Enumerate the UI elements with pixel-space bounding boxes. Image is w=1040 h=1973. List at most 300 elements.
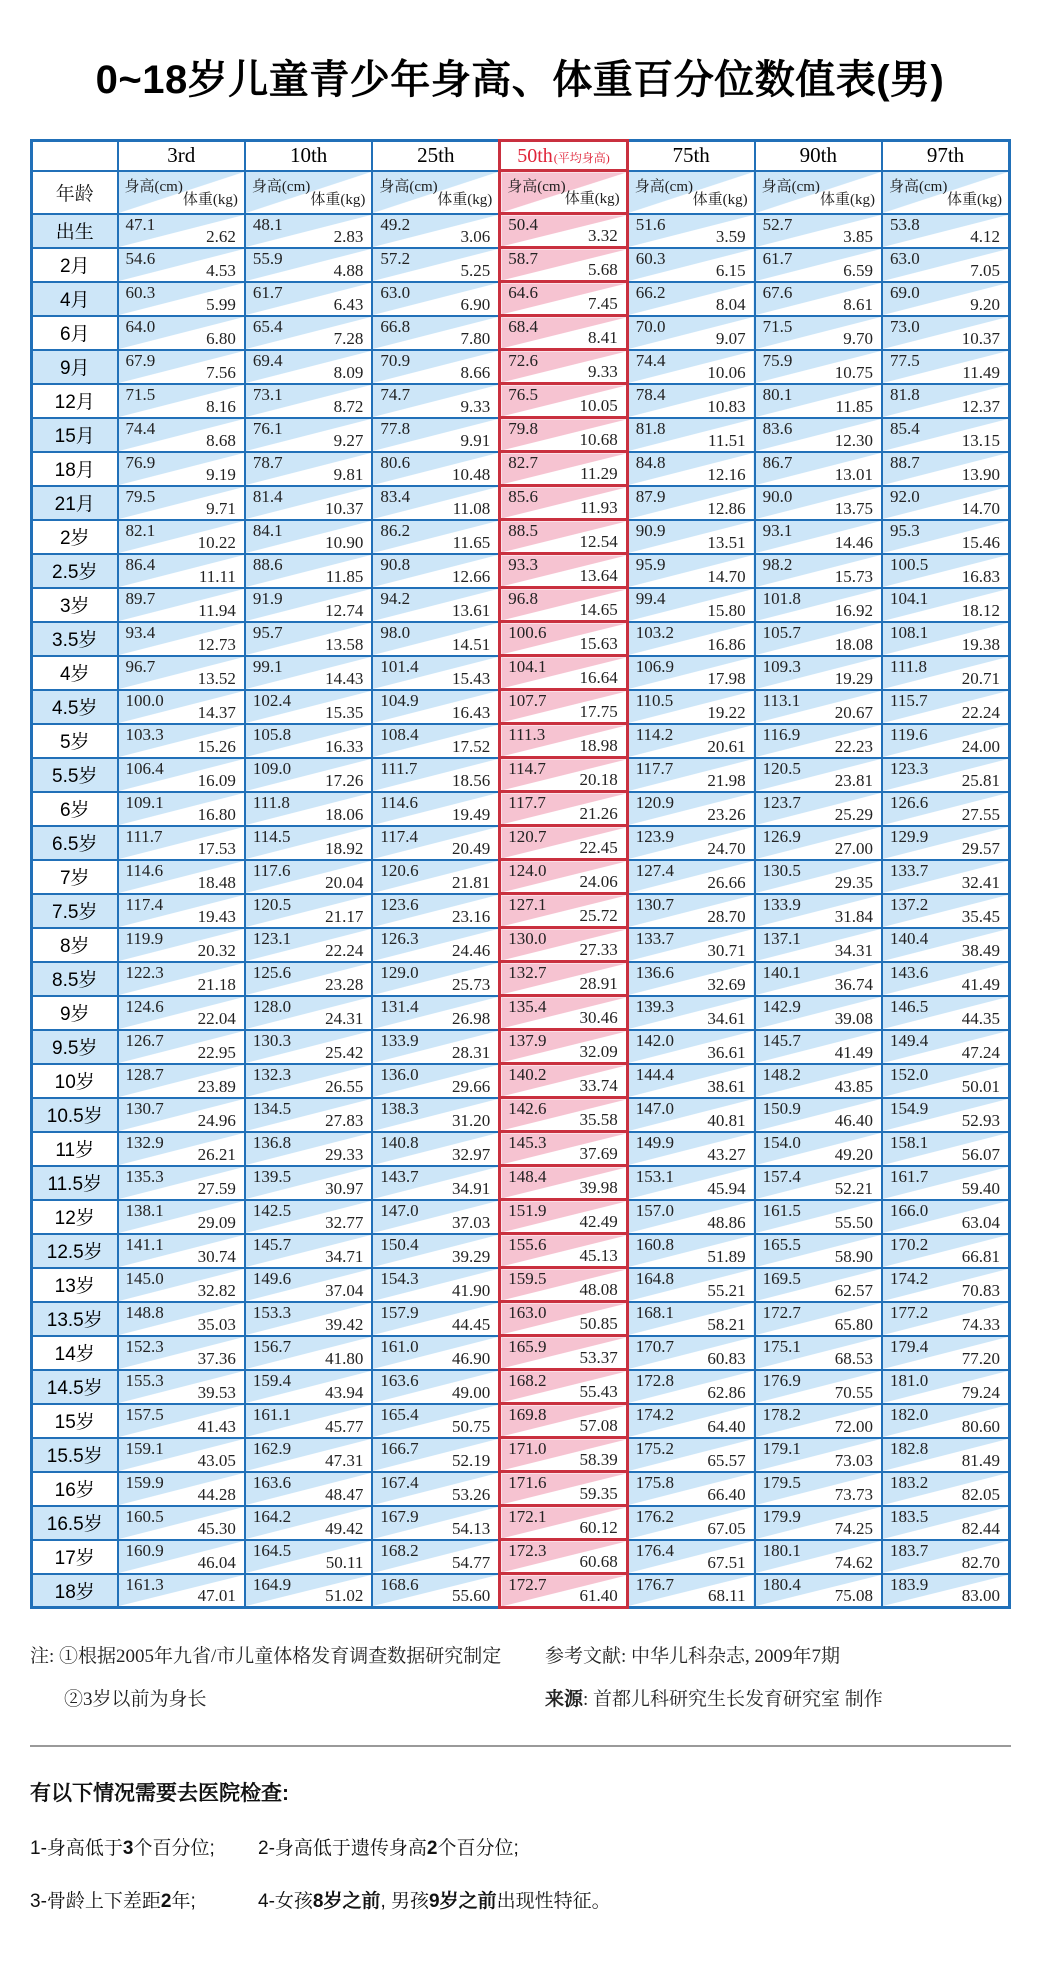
table-row xyxy=(32,1336,1010,1370)
data-cell xyxy=(245,962,372,996)
height-value: 171.0 xyxy=(508,1439,547,1458)
data-cell-50th xyxy=(500,418,627,452)
weight-value: 9.27 xyxy=(333,430,364,450)
weight-value: 12.73 xyxy=(197,634,236,654)
data-cell xyxy=(755,1132,882,1166)
height-value: 128.0 xyxy=(252,996,292,1016)
data-cell xyxy=(118,996,245,1030)
height-value: 163.6 xyxy=(380,1370,419,1390)
data-cell xyxy=(755,792,882,826)
data-cell xyxy=(882,1064,1009,1098)
weight-value: 43.27 xyxy=(707,1144,746,1164)
data-cell-50th xyxy=(500,248,627,282)
height-value: 119.9 xyxy=(125,928,164,948)
weight-value: 73.73 xyxy=(834,1484,874,1504)
warning-item xyxy=(30,1886,230,1913)
weight-value: 24.96 xyxy=(197,1110,236,1130)
weight-value: 8.66 xyxy=(460,362,491,382)
height-value: 77.8 xyxy=(380,418,411,438)
data-cell-50th xyxy=(500,1540,627,1574)
data-cell xyxy=(755,1336,882,1370)
data-cell xyxy=(118,214,245,248)
weight-value: 72.00 xyxy=(834,1416,874,1436)
height-value: 78.7 xyxy=(252,452,283,472)
height-value: 143.7 xyxy=(380,1166,419,1186)
age-cell: 5.5岁 xyxy=(32,758,118,792)
height-value: 79.5 xyxy=(125,486,156,506)
height-value: 105.7 xyxy=(762,622,801,642)
height-value: 156.7 xyxy=(252,1336,292,1356)
data-cell xyxy=(372,1404,499,1438)
data-cell-50th xyxy=(500,1302,627,1336)
weight-value: 74.25 xyxy=(834,1518,874,1538)
data-cell xyxy=(882,1506,1009,1540)
weight-value: 35.03 xyxy=(197,1314,236,1334)
data-cell xyxy=(245,690,372,724)
weight-value: 29.35 xyxy=(834,872,874,892)
weight-value: 55.50 xyxy=(834,1212,874,1232)
height-value: 144.4 xyxy=(635,1064,674,1084)
height-value: 167.4 xyxy=(380,1472,419,1492)
weight-value: 18.98 xyxy=(579,736,618,755)
data-cell xyxy=(755,554,882,588)
weight-value: 60.12 xyxy=(579,1518,618,1537)
height-value: 61.7 xyxy=(252,282,283,302)
subheader-row xyxy=(32,171,1010,214)
weight-value: 11.11 xyxy=(198,566,236,586)
weight-value: 48.47 xyxy=(325,1484,364,1504)
weight-value: 68.53 xyxy=(834,1348,874,1368)
height-value: 183.2 xyxy=(890,1472,929,1492)
weight-value: 15.80 xyxy=(707,600,746,620)
weight-value: 74.33 xyxy=(961,1314,1000,1334)
age-cell: 2.5岁 xyxy=(32,554,118,588)
height-value: 168.6 xyxy=(380,1574,419,1594)
height-value: 162.9 xyxy=(252,1438,292,1458)
data-cell xyxy=(627,282,754,316)
height-value: 115.7 xyxy=(890,690,928,710)
weight-value: 12.37 xyxy=(961,396,1000,416)
height-value: 126.7 xyxy=(125,1030,164,1050)
weight-value: 16.33 xyxy=(325,736,364,756)
weight-value: 41.90 xyxy=(452,1280,491,1300)
data-cell xyxy=(245,996,372,1030)
data-cell xyxy=(372,1540,499,1574)
weight-value: 70.55 xyxy=(834,1382,874,1402)
data-cell xyxy=(627,588,754,622)
data-cell xyxy=(245,384,372,418)
weight-value: 11.29 xyxy=(580,464,618,483)
warning-text: 3-骨龄上下差距 xyxy=(30,1891,161,1912)
data-cell xyxy=(755,1574,882,1608)
weight-value: 34.61 xyxy=(707,1008,746,1028)
height-value: 145.0 xyxy=(125,1268,164,1288)
height-value: 114.5 xyxy=(252,826,291,846)
weight-value: 34.31 xyxy=(834,940,874,960)
data-cell xyxy=(882,588,1009,622)
height-value: 103.2 xyxy=(635,622,674,642)
warning-text: , 男孩 xyxy=(380,1891,430,1912)
weight-value: 2.83 xyxy=(333,226,364,246)
height-value: 67.6 xyxy=(762,282,793,302)
data-cell xyxy=(627,350,754,384)
weight-value: 46.40 xyxy=(834,1110,874,1130)
weight-value: 13.15 xyxy=(961,430,1000,450)
data-cell xyxy=(755,826,882,860)
weight-value: 4.12 xyxy=(970,226,1000,246)
data-cell xyxy=(118,384,245,418)
height-value: 85.6 xyxy=(508,487,539,506)
height-value: 160.5 xyxy=(125,1506,164,1526)
weight-value: 54.77 xyxy=(452,1552,491,1572)
height-value: 158.1 xyxy=(890,1132,929,1152)
data-cell xyxy=(755,1472,882,1506)
height-value: 99.1 xyxy=(252,656,283,676)
height-value: 82.1 xyxy=(125,520,156,540)
height-value: 106.4 xyxy=(125,758,164,778)
height-value: 148.8 xyxy=(125,1302,164,1322)
data-cell xyxy=(755,894,882,928)
data-cell xyxy=(245,1166,372,1200)
weight-value: 68.11 xyxy=(707,1586,746,1605)
height-weight-header-cell xyxy=(245,171,372,214)
weight-value: 19.43 xyxy=(197,906,236,926)
data-cell xyxy=(627,520,754,554)
weight-value: 12.30 xyxy=(834,430,874,450)
age-header-cell: 年龄 xyxy=(32,171,118,214)
weight-value: 24.00 xyxy=(961,736,1000,756)
data-cell xyxy=(627,724,754,758)
weight-value: 15.43 xyxy=(452,668,491,688)
weight-value: 23.89 xyxy=(197,1076,236,1096)
corner-cell xyxy=(32,141,118,171)
data-cell xyxy=(118,1336,245,1370)
height-value: 73.1 xyxy=(252,384,283,404)
data-cell xyxy=(627,962,754,996)
data-cell xyxy=(882,214,1009,248)
weight-value: 11.85 xyxy=(835,396,874,416)
height-value: 126.9 xyxy=(762,826,801,846)
height-value: 129.9 xyxy=(890,826,929,846)
height-value: 169.5 xyxy=(762,1268,801,1288)
height-value: 104.1 xyxy=(508,657,547,676)
weight-value: 13.64 xyxy=(579,566,618,585)
weight-value: 18.12 xyxy=(961,600,1000,620)
data-cell xyxy=(755,1540,882,1574)
percentile-header-50th xyxy=(500,141,627,171)
height-value: 151.9 xyxy=(508,1201,547,1220)
weight-value: 6.43 xyxy=(333,294,364,314)
data-cell-50th xyxy=(500,1574,627,1608)
height-value: 140.8 xyxy=(380,1132,419,1152)
age-cell: 5岁 xyxy=(32,724,118,758)
data-cell xyxy=(627,758,754,792)
data-cell xyxy=(245,282,372,316)
height-value: 164.2 xyxy=(252,1506,292,1526)
height-value: 69.0 xyxy=(890,282,920,302)
weight-value: 29.66 xyxy=(452,1076,491,1096)
weight-value: 49.42 xyxy=(325,1518,364,1538)
data-cell xyxy=(372,792,499,826)
height-value: 164.9 xyxy=(252,1574,292,1594)
table-row xyxy=(32,1268,1010,1302)
height-value: 182.0 xyxy=(890,1404,929,1424)
weight-value: 66.81 xyxy=(961,1246,1000,1266)
height-value: 164.5 xyxy=(252,1540,292,1560)
weight-value: 41.80 xyxy=(325,1348,364,1368)
height-value: 60.3 xyxy=(125,282,156,302)
data-cell xyxy=(627,452,754,486)
height-value: 165.5 xyxy=(762,1234,801,1254)
height-value: 54.6 xyxy=(125,248,156,268)
data-cell xyxy=(118,1472,245,1506)
weight-value: 24.31 xyxy=(325,1008,364,1028)
weight-value: 58.90 xyxy=(834,1246,874,1266)
height-value: 80.1 xyxy=(762,384,793,404)
weight-value: 22.95 xyxy=(197,1042,236,1062)
height-value: 114.2 xyxy=(635,724,674,744)
data-cell xyxy=(755,214,882,248)
data-cell xyxy=(372,1132,499,1166)
height-value: 150.9 xyxy=(762,1098,801,1118)
weight-value: 75.08 xyxy=(834,1586,874,1605)
weight-value: 8.61 xyxy=(843,294,874,314)
weight-value: 6.90 xyxy=(460,294,491,314)
height-value: 53.8 xyxy=(890,214,920,234)
height-value: 104.1 xyxy=(890,588,929,608)
weight-value: 11.08 xyxy=(452,498,491,518)
table-row xyxy=(32,1506,1010,1540)
weight-value: 18.06 xyxy=(325,804,364,824)
data-cell xyxy=(372,826,499,860)
height-value: 76.9 xyxy=(125,452,156,472)
data-cell xyxy=(755,520,882,554)
table-row xyxy=(32,350,1010,384)
weight-value: 17.75 xyxy=(579,702,618,721)
data-cell xyxy=(755,1370,882,1404)
height-value: 148.4 xyxy=(508,1167,547,1186)
data-cell-50th xyxy=(500,452,627,486)
data-cell xyxy=(882,316,1009,350)
height-value: 109.3 xyxy=(762,656,801,676)
data-cell xyxy=(882,1404,1009,1438)
height-value: 123.3 xyxy=(890,758,929,778)
table-row xyxy=(32,724,1010,758)
height-value: 155.6 xyxy=(508,1235,547,1254)
height-value: 71.5 xyxy=(125,384,156,404)
height-value: 168.2 xyxy=(508,1371,547,1390)
height-value: 140.2 xyxy=(508,1065,547,1084)
data-cell xyxy=(882,282,1009,316)
weight-value: 30.74 xyxy=(197,1246,236,1266)
data-cell xyxy=(118,724,245,758)
percentile-table xyxy=(30,139,1011,1609)
data-cell xyxy=(118,690,245,724)
weight-value: 10.37 xyxy=(325,498,364,518)
weight-value: 8.72 xyxy=(333,396,364,416)
data-cell-50th xyxy=(500,1506,627,1540)
data-cell xyxy=(118,826,245,860)
data-cell xyxy=(118,1268,245,1302)
table-row xyxy=(32,214,1010,248)
weight-value: 47.24 xyxy=(961,1042,1000,1062)
data-cell xyxy=(755,486,882,520)
data-cell xyxy=(245,1200,372,1234)
height-weight-header-cell xyxy=(882,171,1009,214)
weight-value: 31.20 xyxy=(452,1110,491,1130)
table-row xyxy=(32,1166,1010,1200)
weight-value: 27.33 xyxy=(579,940,618,959)
weight-value: 10.83 xyxy=(707,396,746,416)
data-cell xyxy=(882,1574,1009,1608)
height-value: 87.9 xyxy=(635,486,666,506)
data-cell xyxy=(372,1370,499,1404)
height-value: 168.1 xyxy=(635,1302,674,1322)
data-cell xyxy=(245,1064,372,1098)
data-cell xyxy=(245,1438,372,1472)
weight-value: 29.57 xyxy=(961,838,1000,858)
height-value: 176.7 xyxy=(635,1574,674,1594)
height-value: 108.1 xyxy=(890,622,929,642)
weight-value: 30.71 xyxy=(707,940,746,960)
height-value: 89.7 xyxy=(125,588,156,608)
height-value: 64.6 xyxy=(508,283,539,302)
age-cell: 9岁 xyxy=(32,996,118,1030)
height-value: 70.9 xyxy=(380,350,411,370)
weight-value: 11.94 xyxy=(198,600,236,620)
weight-value: 56.07 xyxy=(961,1144,1000,1164)
data-cell xyxy=(755,1438,882,1472)
height-value: 81.4 xyxy=(252,486,283,506)
data-cell xyxy=(245,656,372,690)
data-cell xyxy=(882,1540,1009,1574)
data-cell xyxy=(627,996,754,1030)
height-value: 137.2 xyxy=(890,894,929,914)
height-value: 140.1 xyxy=(762,962,801,982)
height-value: 91.9 xyxy=(252,588,283,608)
weight-value: 62.57 xyxy=(834,1280,874,1300)
warning-text: 个百分位; xyxy=(437,1838,519,1859)
height-value: 163.0 xyxy=(508,1303,547,1322)
age-cell: 3.5岁 xyxy=(32,622,118,656)
height-value: 84.8 xyxy=(635,452,666,472)
height-value: 136.0 xyxy=(380,1064,419,1084)
data-cell-50th xyxy=(500,860,627,894)
height-value: 166.7 xyxy=(380,1438,419,1458)
data-cell-50th xyxy=(500,894,627,928)
data-cell xyxy=(372,350,499,384)
age-cell: 2岁 xyxy=(32,520,118,554)
height-label: 身高(cm) xyxy=(507,179,566,195)
weight-value: 19.38 xyxy=(961,634,1000,654)
height-value: 83.6 xyxy=(762,418,793,438)
height-value: 154.0 xyxy=(762,1132,801,1152)
weight-value: 14.37 xyxy=(197,702,236,722)
height-value: 81.8 xyxy=(635,418,666,438)
weight-value: 32.97 xyxy=(452,1144,491,1164)
height-value: 76.5 xyxy=(508,385,539,404)
height-value: 175.8 xyxy=(635,1472,674,1492)
weight-value: 23.16 xyxy=(452,906,491,926)
data-cell xyxy=(118,1404,245,1438)
height-value: 114.6 xyxy=(380,792,418,812)
height-value: 111.8 xyxy=(252,792,290,812)
height-value: 130.5 xyxy=(762,860,801,880)
weight-value: 42.49 xyxy=(579,1212,618,1231)
height-value: 176.9 xyxy=(762,1370,801,1390)
data-cell xyxy=(882,1098,1009,1132)
weight-value: 38.49 xyxy=(961,940,1000,960)
data-cell xyxy=(118,1574,245,1608)
weight-value: 10.75 xyxy=(834,362,874,382)
weight-value: 10.48 xyxy=(452,464,491,484)
data-cell xyxy=(118,1234,245,1268)
height-value: 142.9 xyxy=(762,996,801,1016)
height-value: 133.7 xyxy=(635,928,674,948)
weight-value: 25.72 xyxy=(579,906,618,925)
height-value: 132.7 xyxy=(508,963,547,982)
data-cell xyxy=(245,1404,372,1438)
data-cell xyxy=(118,1098,245,1132)
weight-value: 45.77 xyxy=(325,1416,364,1436)
height-value: 179.1 xyxy=(762,1438,801,1458)
data-cell xyxy=(627,1540,754,1574)
section-divider xyxy=(30,1745,1011,1747)
weight-value: 7.80 xyxy=(460,328,491,348)
weight-value: 41.49 xyxy=(961,974,1000,994)
data-cell-50th xyxy=(500,724,627,758)
height-value: 175.1 xyxy=(762,1336,801,1356)
data-cell xyxy=(245,588,372,622)
weight-value: 8.41 xyxy=(587,328,618,347)
height-value: 127.4 xyxy=(635,860,674,880)
data-cell xyxy=(882,1336,1009,1370)
weight-value: 5.68 xyxy=(587,260,618,279)
data-cell xyxy=(245,1302,372,1336)
age-cell: 15岁 xyxy=(32,1404,118,1438)
height-value: 167.9 xyxy=(380,1506,419,1526)
height-value: 161.0 xyxy=(380,1336,419,1356)
weight-value: 44.35 xyxy=(961,1008,1000,1028)
data-cell xyxy=(245,1370,372,1404)
data-cell xyxy=(118,1030,245,1064)
weight-value: 20.49 xyxy=(452,838,491,858)
table-row xyxy=(32,1472,1010,1506)
weight-label: 体重(kg) xyxy=(182,191,238,208)
height-value: 142.0 xyxy=(635,1030,674,1050)
age-cell: 14.5岁 xyxy=(32,1370,118,1404)
weight-label: 体重(kg) xyxy=(692,191,748,208)
weight-value: 63.04 xyxy=(961,1212,1000,1232)
weight-value: 62.86 xyxy=(707,1382,746,1402)
weight-value: 19.29 xyxy=(834,668,874,688)
weight-value: 80.60 xyxy=(961,1416,1000,1436)
age-cell: 6月 xyxy=(32,316,118,350)
height-value: 86.4 xyxy=(125,554,156,574)
weight-value: 13.52 xyxy=(197,668,236,688)
data-cell xyxy=(372,1064,499,1098)
height-value: 168.2 xyxy=(380,1540,419,1560)
data-cell xyxy=(372,622,499,656)
weight-value: 29.09 xyxy=(197,1212,236,1232)
data-cell xyxy=(627,1234,754,1268)
data-cell xyxy=(372,282,499,316)
height-value: 111.7 xyxy=(380,758,418,778)
weight-value: 44.28 xyxy=(197,1484,236,1504)
data-cell xyxy=(627,928,754,962)
table-row xyxy=(32,1234,1010,1268)
height-value: 120.6 xyxy=(380,860,419,880)
